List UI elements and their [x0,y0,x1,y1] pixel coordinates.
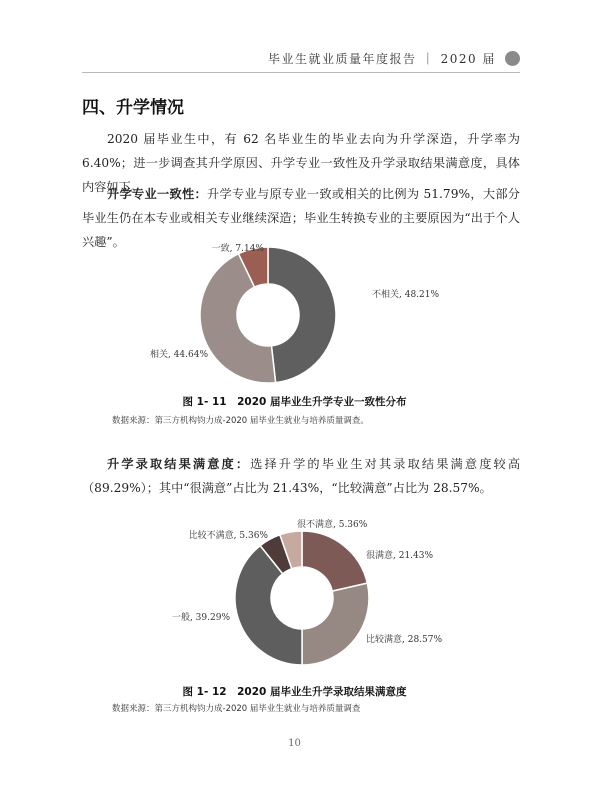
donut-label-0: 不相关, 48.21% [372,290,440,300]
donut-chart-admission-satisfaction [160,508,460,678]
donut-slice-0 [268,247,336,383]
paragraph-major-consistency-lead: 升学专业一致性： [107,187,207,201]
donut-chart-major-consistency [149,235,460,390]
donut-chart-major-consistency-svg [149,235,460,390]
donut-label-2: 一般, 39.29% [171,613,230,623]
page-number: 10 [288,738,301,749]
donut-label-3: 比较不满意, 5.36% [188,531,268,541]
figure-source-1: 数据来源：第三方机构钧力成-2020 届毕业生就业与培养质量调查。 [112,416,369,426]
figure-source-2: 数据来源：第三方机构钧力成-2020 届毕业生就业与培养质量调查 [112,704,361,714]
donut-label-0: 很满意, 21.43% [366,551,434,561]
paragraph-intro: 2020 届毕业生中，有 62 名毕业生的毕业去向为升学深造，升学率为 6.40%；进一步调查其升学原因、升学专业一致性及升学录取结果满意度，具体内容如下。 [82,132,520,194]
donut-label-4: 很不满意, 5.36% [297,520,368,530]
header-title: 毕业生就业质量年度报告 ｜ 2020 届 [268,52,496,66]
figure-caption-1: 图 1- 11 2020 届毕业生升学专业一致性分布 [182,396,407,408]
section-title: 四、升学情况 [82,98,184,118]
donut-chart-admission-satisfaction-svg [160,508,460,678]
header-dot-icon [505,51,520,66]
page-header [82,50,520,73]
donut-label-2: 一致, 7.14% [211,244,264,254]
donut-label-1: 比较满意, 28.57% [366,635,443,645]
paragraph-admission-satisfaction [82,452,520,500]
donut-slice-0 [302,531,367,591]
paragraph-admission-satisfaction-body: 选择升学的毕业生对其录取结果满意度较高（89.29%）；其中“很满意”占比为 21.43%，“比较满意”占比为 28.57%。 [82,457,521,495]
paragraph-major-consistency-body: 升学专业与原专业一致或相关的比例为 51.79%，大部分毕业生仍在本专业或相关专业继续深造；毕业生转换专业的主要原因为“出于个人兴趣”。 [82,187,520,249]
donut-slice-1 [302,583,369,665]
figure-caption-2: 图 1- 12 2020 届毕业生升学录取结果满意度 [182,686,407,698]
donut-label-1: 相关, 44.64% [149,350,208,360]
paragraph-admission-satisfaction-lead: 升学录取结果满意度： [107,457,251,471]
